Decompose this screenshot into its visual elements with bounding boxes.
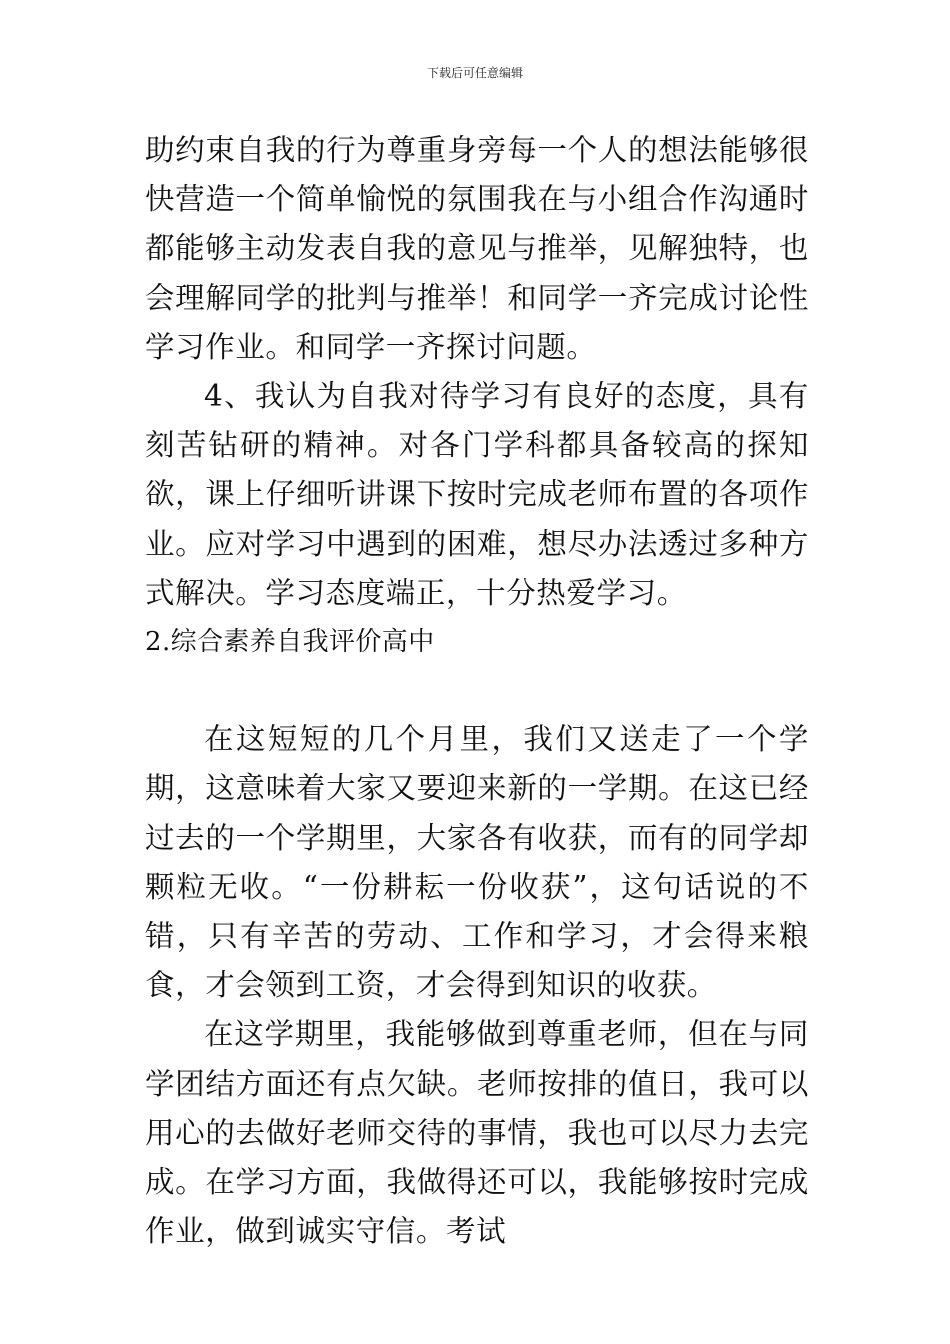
- paragraph-semester-self-review: 在这学期里，我能够做到尊重老师，但在与同学团结方面还有点欠缺。老师按排的值日，我可以用心的去做好老师交待的事情，我也可以尽力去完成。在学习方面，我做得还可以，我能够按时完成作业，做到诚实守信。考试: [145, 1017, 809, 1249]
- paragraph-semester-intro: 在这短短的几个月里，我们又送走了一个学期，这意味着大家又要迎来新的一学期。在这已经过去的一个学期里，大家各有收获，而有的同学却颗粒无收。“一份耕耘一份收获”，这句话说的不错，只有辛苦的劳动、工作和学习，才会得来粮食，才会领到工资，才会得到知识的收获。: [145, 722, 809, 1003]
- document-body: [145, 126, 809, 1256]
- section-heading: 2.综合素养自我评价高中: [145, 627, 435, 658]
- paragraph-continued: 助约束自我的行为尊重身旁每一个人的想法能够很快营造一个简单愉悦的氛围我在与小组合作沟通时都能够主动发表自我的意见与推举，见解独特，也会理解同学的批判与推举！和同学一齐完成讨论性学习作业。和同学一齐探讨问题。: [145, 133, 809, 364]
- page-header: 下载后可任意编辑: [426, 66, 523, 80]
- paragraph-point-4: 4、我认为自我对待学习有良好的态度，具有刻苦钻研的精神。对各门学科都具备较高的探知欲，课上仔细听讲课下按时完成老师布置的各项作业。应对学习中遇到的困难，想尽办法透过多种方式解决。学习态度端正，十分热爱学习。: [145, 379, 809, 610]
- section-spacer: [145, 667, 809, 715]
